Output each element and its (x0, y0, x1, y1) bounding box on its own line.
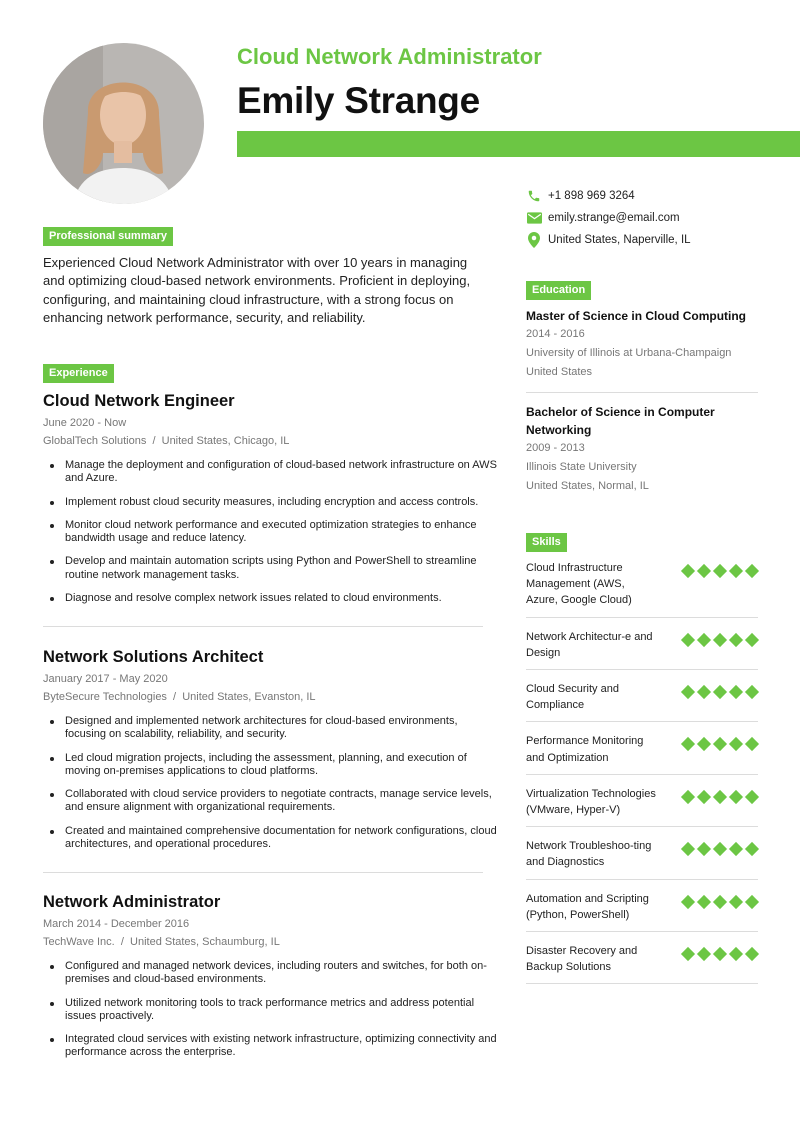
location-pin-icon (526, 232, 542, 248)
bullet-item: Manage the deployment and configuration of cloud-based network infrastructure on AWS and Azure. (65, 459, 497, 485)
contact-info (526, 185, 766, 251)
rating-diamond-icon (729, 895, 743, 909)
rating-diamond-icon (713, 633, 727, 647)
rating-diamond-icon (697, 633, 711, 647)
bullet-item: Integrated cloud services with existing network infrastructure, optimizing connectivity and performance across the enterprise. (65, 1033, 497, 1059)
skill-row (526, 626, 758, 670)
skill-name: Cloud Security and Compliance (526, 683, 619, 712)
contact-phone (526, 185, 766, 207)
rating-diamond-icon (713, 564, 727, 578)
education-location: United States (526, 366, 593, 378)
section-badge-skills: Skills (526, 533, 567, 552)
experience-item (43, 648, 498, 861)
rating-diamond-icon (697, 564, 711, 578)
skill-rating (682, 838, 758, 870)
accent-bar (237, 131, 800, 157)
experience-dates: March 2014 - December 2016 (43, 918, 190, 930)
experience-bullets (43, 715, 498, 851)
bullet-item: Implement robust cloud security measures, including encryption and access controls. (65, 496, 498, 509)
section-badge-education: Education (526, 281, 591, 300)
contact-email (526, 207, 766, 229)
skill-row (526, 730, 758, 774)
rating-diamond-icon (697, 737, 711, 751)
skill-rating (682, 560, 758, 609)
education-location: United States, Normal, IL (526, 480, 649, 492)
divider (526, 392, 758, 393)
bullet-item: Diagnose and resolve complex network issues related to cloud environments. (65, 592, 498, 605)
email-text[interactable]: emily.strange@email.com (548, 212, 680, 224)
bullet-item: Designed and implemented network architectures for cloud-based environments, focusing on scalability, reliability, and security. (65, 715, 498, 742)
experience-bullets (43, 459, 498, 605)
education-degree: Master of Science in Cloud Computing (526, 309, 747, 323)
skill-name: Network Architectur-e and Design (526, 630, 653, 659)
skill-rating (682, 943, 758, 975)
education-dates: 2014 - 2016 (526, 328, 585, 340)
section-badge-experience: Experience (43, 364, 114, 383)
rating-diamond-icon (713, 895, 727, 909)
rating-diamond-icon (681, 633, 695, 647)
skill-rating (682, 681, 758, 713)
education-school: Illinois State University (526, 461, 637, 473)
rating-diamond-icon (681, 895, 695, 909)
rating-diamond-icon (713, 685, 727, 699)
experience-dates: June 2020 - Now (43, 417, 127, 429)
bullet-item: Develop and maintain automation scripts using Python and PowerShell to streamline routine network management tasks. (65, 555, 498, 582)
skill-name: Performance Monitoring and Optimization (526, 735, 644, 764)
email-icon (526, 210, 542, 226)
rating-diamond-icon (713, 842, 727, 856)
skill-row (526, 678, 758, 722)
rating-diamond-icon (697, 895, 711, 909)
rating-diamond-icon (681, 685, 695, 699)
rating-diamond-icon (681, 564, 695, 578)
bullet-item: Collaborated with cloud service providers to negotiate contracts, manage service levels, and ensure alignment with organizational requirements. (65, 788, 498, 815)
rating-diamond-icon (745, 737, 759, 751)
experience-title: Network Solutions Architect (43, 648, 264, 666)
skill-row (526, 888, 758, 932)
rating-diamond-icon (729, 737, 743, 751)
rating-diamond-icon (697, 842, 711, 856)
experience-location: United States, Chicago, IL (161, 435, 290, 447)
skill-row (526, 557, 758, 618)
rating-diamond-icon (745, 564, 759, 578)
experience-company: ByteSecure Technologies (43, 691, 167, 703)
education-school: University of Illinois at Urbana-Champaign (526, 347, 732, 359)
profile-photo (43, 43, 204, 204)
experience-item (43, 392, 498, 615)
skill-rating (682, 733, 758, 765)
rating-diamond-icon (713, 947, 727, 961)
experience-company: TechWave Inc. (43, 936, 115, 948)
contact-location (526, 229, 766, 251)
rating-diamond-icon (729, 564, 743, 578)
divider (43, 872, 483, 873)
experience-dates: January 2017 - May 2020 (43, 673, 168, 685)
rating-diamond-icon (729, 947, 743, 961)
rating-diamond-icon (681, 842, 695, 856)
skills-list (526, 557, 758, 992)
skill-name: Network Troubleshoo-ting and Diagnostics (526, 840, 652, 869)
rating-diamond-icon (697, 947, 711, 961)
bullet-item: Led cloud migration projects, including the assessment, planning, and execution of moving on-premises applications to cloud platforms. (65, 752, 498, 779)
bullet-item: Created and maintained comprehensive documentation for network configurations, cloud architectures, and operational procedures. (65, 824, 497, 851)
experience-bullets (43, 960, 498, 1060)
education-dates: 2009 - 2013 (526, 442, 585, 454)
rating-diamond-icon (745, 895, 759, 909)
rating-diamond-icon (745, 947, 759, 961)
skill-name: Virtualization Technologies (VMware, Hyper-V) (526, 787, 656, 817)
education-degree: Bachelor of Science in Computer Networking (526, 405, 715, 437)
experience-meta: GlobalTech Solutions / United States, Chicago, IL (43, 435, 290, 447)
summary-text: Experienced Cloud Network Administrator with over 10 years in managing and optimizing cloud-based network environments. Proficient in deploying, configuring, and maintaining cloud infrastructure, with a strong focus on enhancing network performance, security, and reliability. (43, 255, 471, 325)
experience-item (43, 893, 498, 1070)
rating-diamond-icon (745, 685, 759, 699)
phone-text[interactable]: +1 898 969 3264 (548, 190, 635, 202)
rating-diamond-icon (713, 737, 727, 751)
rating-diamond-icon (681, 737, 695, 751)
rating-diamond-icon (745, 633, 759, 647)
rating-diamond-icon (697, 685, 711, 699)
rating-diamond-icon (729, 633, 743, 647)
bullet-item: Monitor cloud network performance and executed optimization strategies to enhance bandwidth usage and reduce latency. (65, 519, 498, 546)
rating-diamond-icon (681, 790, 695, 804)
rating-diamond-icon (713, 790, 727, 804)
job-title: Cloud Network Administrator (237, 44, 542, 69)
education-item (526, 307, 758, 382)
skill-row (526, 783, 758, 827)
experience-location: United States, Schaumburg, IL (130, 936, 280, 948)
experience-meta: TechWave Inc. / United States, Schaumburg, IL (43, 936, 280, 948)
experience-company: GlobalTech Solutions (43, 435, 147, 447)
skill-name: Cloud Infrastructure Management (AWS, Azure, Google Cloud) (526, 562, 632, 607)
location-text: United States, Naperville, IL (548, 234, 691, 246)
experience-meta: ByteSecure Technologies / United States, Evanston, IL (43, 691, 316, 703)
rating-diamond-icon (729, 685, 743, 699)
skill-row (526, 940, 758, 984)
bullet-item: Utilized network monitoring tools to track performance metrics and address potential issues proactively. (65, 997, 498, 1024)
bullet-item: Configured and managed network devices, including routers and switches, for both on-premises and cloud-based environments. (65, 960, 498, 987)
education-item (526, 403, 758, 496)
divider (43, 626, 483, 627)
phone-icon (526, 188, 542, 204)
skill-name: Disaster Recovery and Backup Solutions (526, 945, 638, 974)
section-badge-summary: Professional summary (43, 227, 173, 246)
rating-diamond-icon (729, 842, 743, 856)
experience-title: Cloud Network Engineer (43, 392, 235, 410)
rating-diamond-icon (697, 790, 711, 804)
skill-name: Automation and Scripting (Python, PowerShell) (526, 892, 649, 921)
rating-diamond-icon (681, 947, 695, 961)
rating-diamond-icon (745, 790, 759, 804)
skill-rating (682, 629, 758, 661)
skill-row (526, 835, 758, 879)
skill-rating (682, 891, 758, 923)
candidate-name: Emily Strange (237, 80, 480, 121)
rating-diamond-icon (745, 842, 759, 856)
experience-title: Network Administrator (43, 893, 221, 911)
skill-rating (682, 786, 758, 818)
rating-diamond-icon (729, 790, 743, 804)
experience-location: United States, Evanston, IL (182, 691, 316, 703)
